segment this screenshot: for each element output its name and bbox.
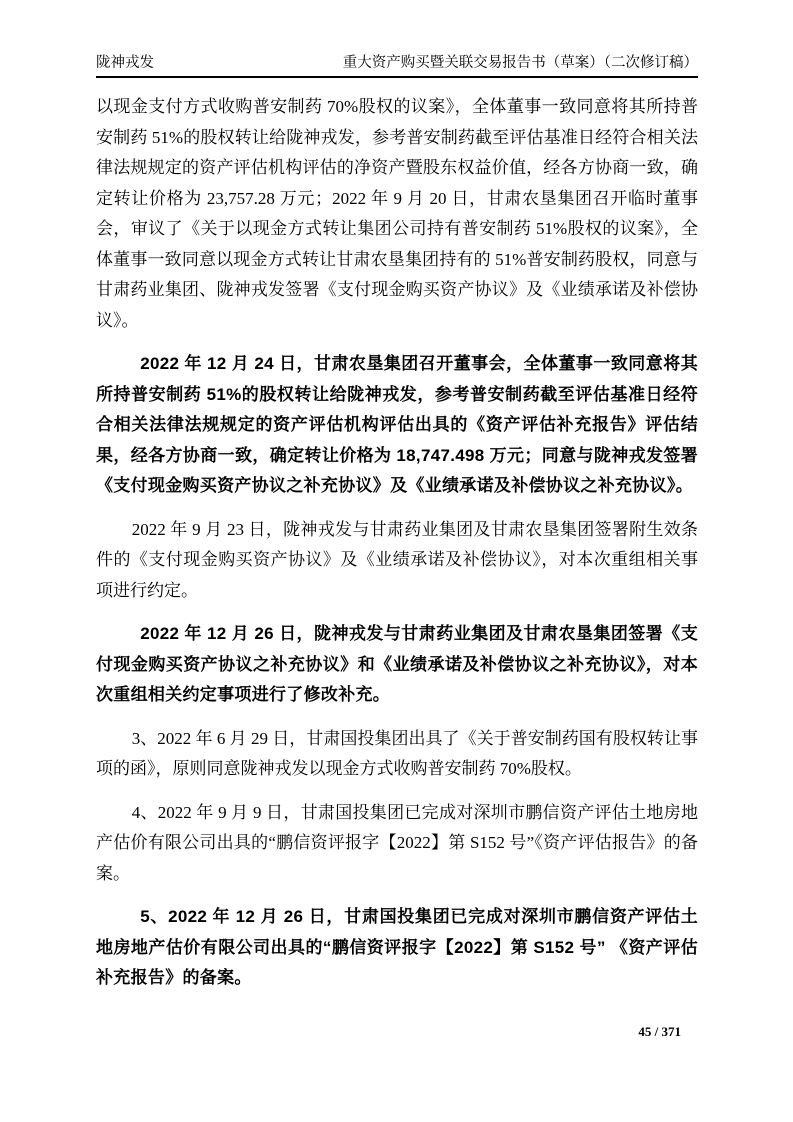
paragraph-bold-2022-12-26: 2022 年 12 月 26 日，陇神戎发与甘肃药业集团及甘肃农垦集团签署《支付现金购买资产协议之补充协议》和《业绩承诺及补偿协议之补充协议》，对本次重组相关约定事项进行了修改补充。	[96, 624, 698, 704]
document-body	[96, 92, 698, 1007]
paragraph-item-3: 3、2022 年 6 月 29 日，甘肃国投集团出具了《关于普安制药国有股权转让事项的函》，原则同意陇神戎发以现金方式收购普安制药 70%股权。	[96, 728, 698, 778]
page-number: 45 / 371	[638, 1024, 681, 1039]
header-company-name: 陇神戎发	[96, 55, 154, 71]
paragraph-bold-2022-12-24: 2022 年 12 月 24 日，甘肃农垦集团召开董事会，全体董事一致同意将其所持普安制药 51%的股权转让给陇神戎发，参考普安制药截至评估基准日经符合相关法律法规规定的资产评估机构评估出具的《资产评估补充报告》评估结果，经各方协商一致，确定转让价格为 18,747.498 万元；同意与陇神戎发签署《支付现金购买资产协议之补充协议》及《业绩承诺及补偿协议之补充协议》。	[96, 354, 698, 495]
header-report-title: 重大资产购买暨关联交易报告书（草案）（二次修订稿）	[342, 55, 698, 71]
page-header	[96, 54, 698, 78]
paragraph-item-5-bold: 5、2022 年 12 月 26 日，甘肃国投集团已完成对深圳市鹏信资产评估土地房地产估价有限公司出具的“鹏信资评报字【2022】第 S152 号” 《资产评估补充报告》的备案。	[96, 907, 698, 987]
paragraph-item-4: 4、2022 年 9 月 9 日，甘肃国投集团已完成对深圳市鹏信资产评估土地房地产估价有限公司出具的“鹏信资评报字【2022】第 S152 号”《资产评估报告》的备案。	[96, 802, 698, 883]
paragraph-2022-09-23: 2022 年 9 月 23 日，陇神戎发与甘肃药业集团及甘肃农垦集团签署附生效条件的《支付现金购买资产协议》及《业绩承诺及补偿协议》，对本次重组相关事项进行约定。	[96, 519, 698, 600]
paragraph-continuation: 以现金支付方式收购普安制药 70%股权的议案》，全体董事一致同意将其所持普安制药 51%的股权转让给陇神戎发，参考普安制药截至评估基准日经符合相关法律法规规定的资产评估机构评估的净资产暨股东权益价值，经各方协商一致，确定转让价格为 23,757.28 万元；2022 年 9 月 20 日，甘肃农垦集团召开临时董事会，审议了《关于以现金方式转让集团公司持有普安制药 51%股权的议案》，全体董事一致同意以现金方式转让甘肃农垦集团持有的 51%普安制药股权，同意与甘肃药业集团、陇神戎发签署《支付现金购买资产协议》及《业绩承诺及补偿协议》。	[96, 97, 698, 330]
